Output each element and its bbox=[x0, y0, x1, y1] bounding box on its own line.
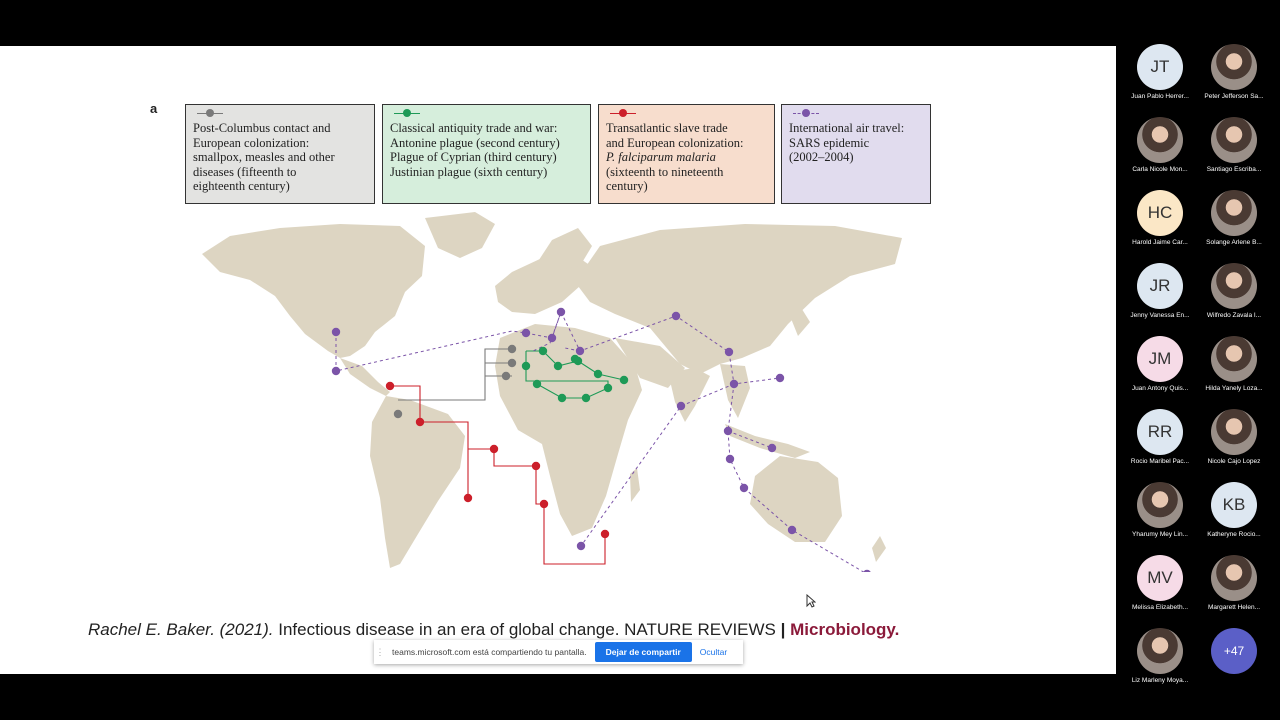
avatar bbox=[1137, 628, 1183, 674]
participant-name: Jenny Vanessa En... bbox=[1130, 312, 1190, 319]
legend-line: Classical antiquity trade and war: bbox=[390, 121, 558, 135]
green-route-point bbox=[554, 362, 562, 370]
southeast-asia bbox=[720, 364, 750, 418]
legend-line: SARS epidemic bbox=[789, 135, 870, 150]
legend-line: (2002–2004) bbox=[789, 150, 854, 164]
participant-name: Wilfredo Zavala I... bbox=[1206, 312, 1262, 319]
legend-line: P. falciparum malaria bbox=[606, 150, 716, 164]
legend-line: Transatlantic slave trade bbox=[606, 121, 728, 135]
avatar bbox=[1211, 409, 1257, 455]
green-route-point bbox=[604, 384, 612, 392]
africa bbox=[495, 324, 642, 536]
green-route-point bbox=[539, 347, 547, 355]
participant-tile[interactable] bbox=[1120, 44, 1200, 100]
legend-key-green bbox=[390, 109, 583, 119]
central-america bbox=[340, 358, 390, 396]
participant-tile[interactable] bbox=[1120, 190, 1200, 246]
participant-tile[interactable] bbox=[1194, 409, 1274, 465]
participant-tile[interactable] bbox=[1120, 409, 1200, 465]
participant-tile[interactable] bbox=[1194, 482, 1274, 538]
legend-line: European colonization: bbox=[193, 135, 310, 150]
purple-route-point bbox=[730, 380, 738, 388]
purple-route-point bbox=[788, 526, 796, 534]
citation-separator: | bbox=[780, 620, 786, 639]
more-participants-button[interactable] bbox=[1194, 628, 1274, 674]
participant-name: Margarett Helen... bbox=[1207, 604, 1261, 611]
legend-slave-trade bbox=[598, 104, 775, 204]
world-map bbox=[190, 206, 920, 572]
avatar: HC bbox=[1137, 190, 1183, 236]
legend-line: Antonine plague (second century) bbox=[390, 135, 560, 150]
avatar: JT bbox=[1137, 44, 1183, 90]
red-route-point bbox=[532, 462, 540, 470]
continents bbox=[202, 212, 902, 568]
legend-line: Justinian plague (sixth century) bbox=[390, 164, 548, 179]
avatar: KB bbox=[1211, 482, 1257, 528]
legend-line: Post-Columbus contact and bbox=[193, 121, 331, 135]
red-route-point bbox=[416, 418, 424, 426]
purple-route-point bbox=[677, 402, 685, 410]
indonesia bbox=[725, 424, 810, 458]
panel-letter: a bbox=[150, 101, 158, 116]
participant-tile[interactable] bbox=[1194, 190, 1274, 246]
purple-route-point bbox=[863, 570, 871, 572]
grey-route-point bbox=[394, 410, 402, 418]
participant-name: Juan Antony Quis... bbox=[1131, 385, 1189, 392]
mouse-cursor-icon bbox=[806, 594, 816, 608]
red-route-point bbox=[490, 445, 498, 453]
purple-route-point bbox=[776, 374, 784, 382]
more-participants-count: +47 bbox=[1211, 628, 1257, 674]
madagascar bbox=[630, 468, 640, 502]
hide-button[interactable]: Ocultar bbox=[699, 647, 728, 657]
purple-route-point bbox=[768, 444, 776, 452]
citation-title: Infectious disease in an era of global change. NATURE REVIEWS bbox=[273, 620, 781, 639]
participant-name: Melissa Elizabeth... bbox=[1132, 604, 1188, 611]
participant-name: Rocio Maribel Pac... bbox=[1130, 458, 1190, 465]
purple-route-point bbox=[740, 484, 748, 492]
grey-route-point bbox=[508, 345, 516, 353]
grey-route-line bbox=[398, 349, 512, 400]
india bbox=[668, 368, 710, 422]
legend-line: International air travel: bbox=[789, 121, 905, 135]
legend-classical-antiquity bbox=[382, 104, 591, 204]
purple-route-point bbox=[576, 347, 584, 355]
avatar bbox=[1211, 555, 1257, 601]
avatar: MV bbox=[1137, 555, 1183, 601]
legend-air-travel bbox=[781, 104, 931, 204]
purple-route-point bbox=[548, 334, 556, 342]
citation-author: Rachel E. Baker. (2021). bbox=[88, 620, 274, 639]
participant-name: Santiago Escriba... bbox=[1206, 166, 1262, 173]
green-route-point bbox=[522, 362, 530, 370]
participant-name: Hilda Yanely Loza... bbox=[1205, 385, 1263, 392]
participant-name: Yharumy Mey Lin... bbox=[1132, 531, 1188, 538]
participant-tile[interactable] bbox=[1120, 336, 1200, 392]
citation-journal: Microbiology. bbox=[785, 620, 900, 639]
participant-tile[interactable] bbox=[1120, 628, 1200, 684]
avatar: JR bbox=[1137, 263, 1183, 309]
legend-line: Plague of Cyprian (third century) bbox=[390, 150, 557, 164]
green-route-point bbox=[533, 380, 541, 388]
green-route-point bbox=[558, 394, 566, 402]
participant-tile[interactable] bbox=[1194, 44, 1274, 100]
grey-route-point bbox=[508, 359, 516, 367]
avatar bbox=[1211, 263, 1257, 309]
north-america bbox=[202, 224, 425, 358]
participant-tile[interactable] bbox=[1120, 555, 1200, 611]
red-route-point bbox=[464, 494, 472, 502]
grey-route-point bbox=[502, 372, 510, 380]
drag-grip-icon[interactable]: ⋮ bbox=[375, 646, 385, 657]
participant-tile[interactable] bbox=[1120, 263, 1200, 319]
red-route-point bbox=[386, 382, 394, 390]
legend-line: and European colonization: bbox=[606, 135, 744, 150]
green-route-point bbox=[594, 370, 602, 378]
purple-route-point bbox=[522, 329, 530, 337]
legend-line: diseases (fifteenth to bbox=[193, 164, 297, 179]
participant-name: Nicole Cajo Lopez bbox=[1207, 458, 1261, 465]
purple-route-point bbox=[577, 542, 585, 550]
participant-name: Peter Jefferson Sa... bbox=[1204, 93, 1264, 100]
participant-name: Carla Nicole Mon... bbox=[1132, 166, 1188, 173]
participant-tile[interactable] bbox=[1120, 482, 1200, 538]
purple-route-point bbox=[672, 312, 680, 320]
participants-panel bbox=[1116, 40, 1280, 690]
purple-route-point bbox=[332, 328, 340, 336]
green-route-point bbox=[620, 376, 628, 384]
citation bbox=[88, 620, 899, 640]
participant-name: Liz Marleny Moya... bbox=[1131, 677, 1189, 684]
legend-line: century) bbox=[606, 179, 648, 193]
new-zealand bbox=[872, 536, 886, 562]
stop-sharing-button[interactable]: Dejar de compartir bbox=[595, 642, 692, 662]
participant-tile[interactable] bbox=[1194, 117, 1274, 173]
legend-line: smallpox, measles and other bbox=[193, 150, 335, 164]
purple-route-point bbox=[725, 348, 733, 356]
legend-key-red bbox=[606, 109, 767, 119]
avatar: JM bbox=[1137, 336, 1183, 382]
red-route-point bbox=[601, 530, 609, 538]
purple-route-point bbox=[332, 367, 340, 375]
avatar bbox=[1211, 190, 1257, 236]
avatar bbox=[1211, 117, 1257, 163]
avatar: RR bbox=[1137, 409, 1183, 455]
purple-route-point bbox=[557, 308, 565, 316]
purple-route-point bbox=[726, 455, 734, 463]
red-route-point bbox=[540, 500, 548, 508]
legend-key-grey bbox=[193, 109, 367, 119]
purple-route-point bbox=[724, 427, 732, 435]
avatar bbox=[1137, 482, 1183, 528]
greenland bbox=[425, 212, 495, 258]
share-message: teams.microsoft.com está compartiendo tu pantalla. bbox=[392, 647, 587, 657]
screen-share-bar bbox=[374, 640, 743, 664]
participant-tile[interactable] bbox=[1120, 117, 1200, 173]
legend-key-purple bbox=[789, 109, 923, 119]
avatar bbox=[1137, 117, 1183, 163]
participant-name: Harold Jaime Car... bbox=[1132, 239, 1188, 246]
participant-name: Solange Arlene B... bbox=[1206, 239, 1262, 246]
participant-name: Katheryne Rocio... bbox=[1207, 531, 1261, 538]
participant-name: Juan Pablo Herrer... bbox=[1131, 93, 1189, 100]
green-route-point bbox=[582, 394, 590, 402]
avatar bbox=[1211, 336, 1257, 382]
participant-tile[interactable] bbox=[1194, 555, 1274, 611]
shared-slide bbox=[0, 46, 1116, 674]
avatar bbox=[1211, 44, 1257, 90]
legend-post-columbus bbox=[185, 104, 375, 204]
legend-line: (sixteenth to nineteenth bbox=[606, 164, 724, 179]
participant-tile[interactable] bbox=[1194, 336, 1274, 392]
participant-tile[interactable] bbox=[1194, 263, 1274, 319]
legend-line: eighteenth century) bbox=[193, 179, 290, 193]
green-route-point bbox=[571, 355, 579, 363]
